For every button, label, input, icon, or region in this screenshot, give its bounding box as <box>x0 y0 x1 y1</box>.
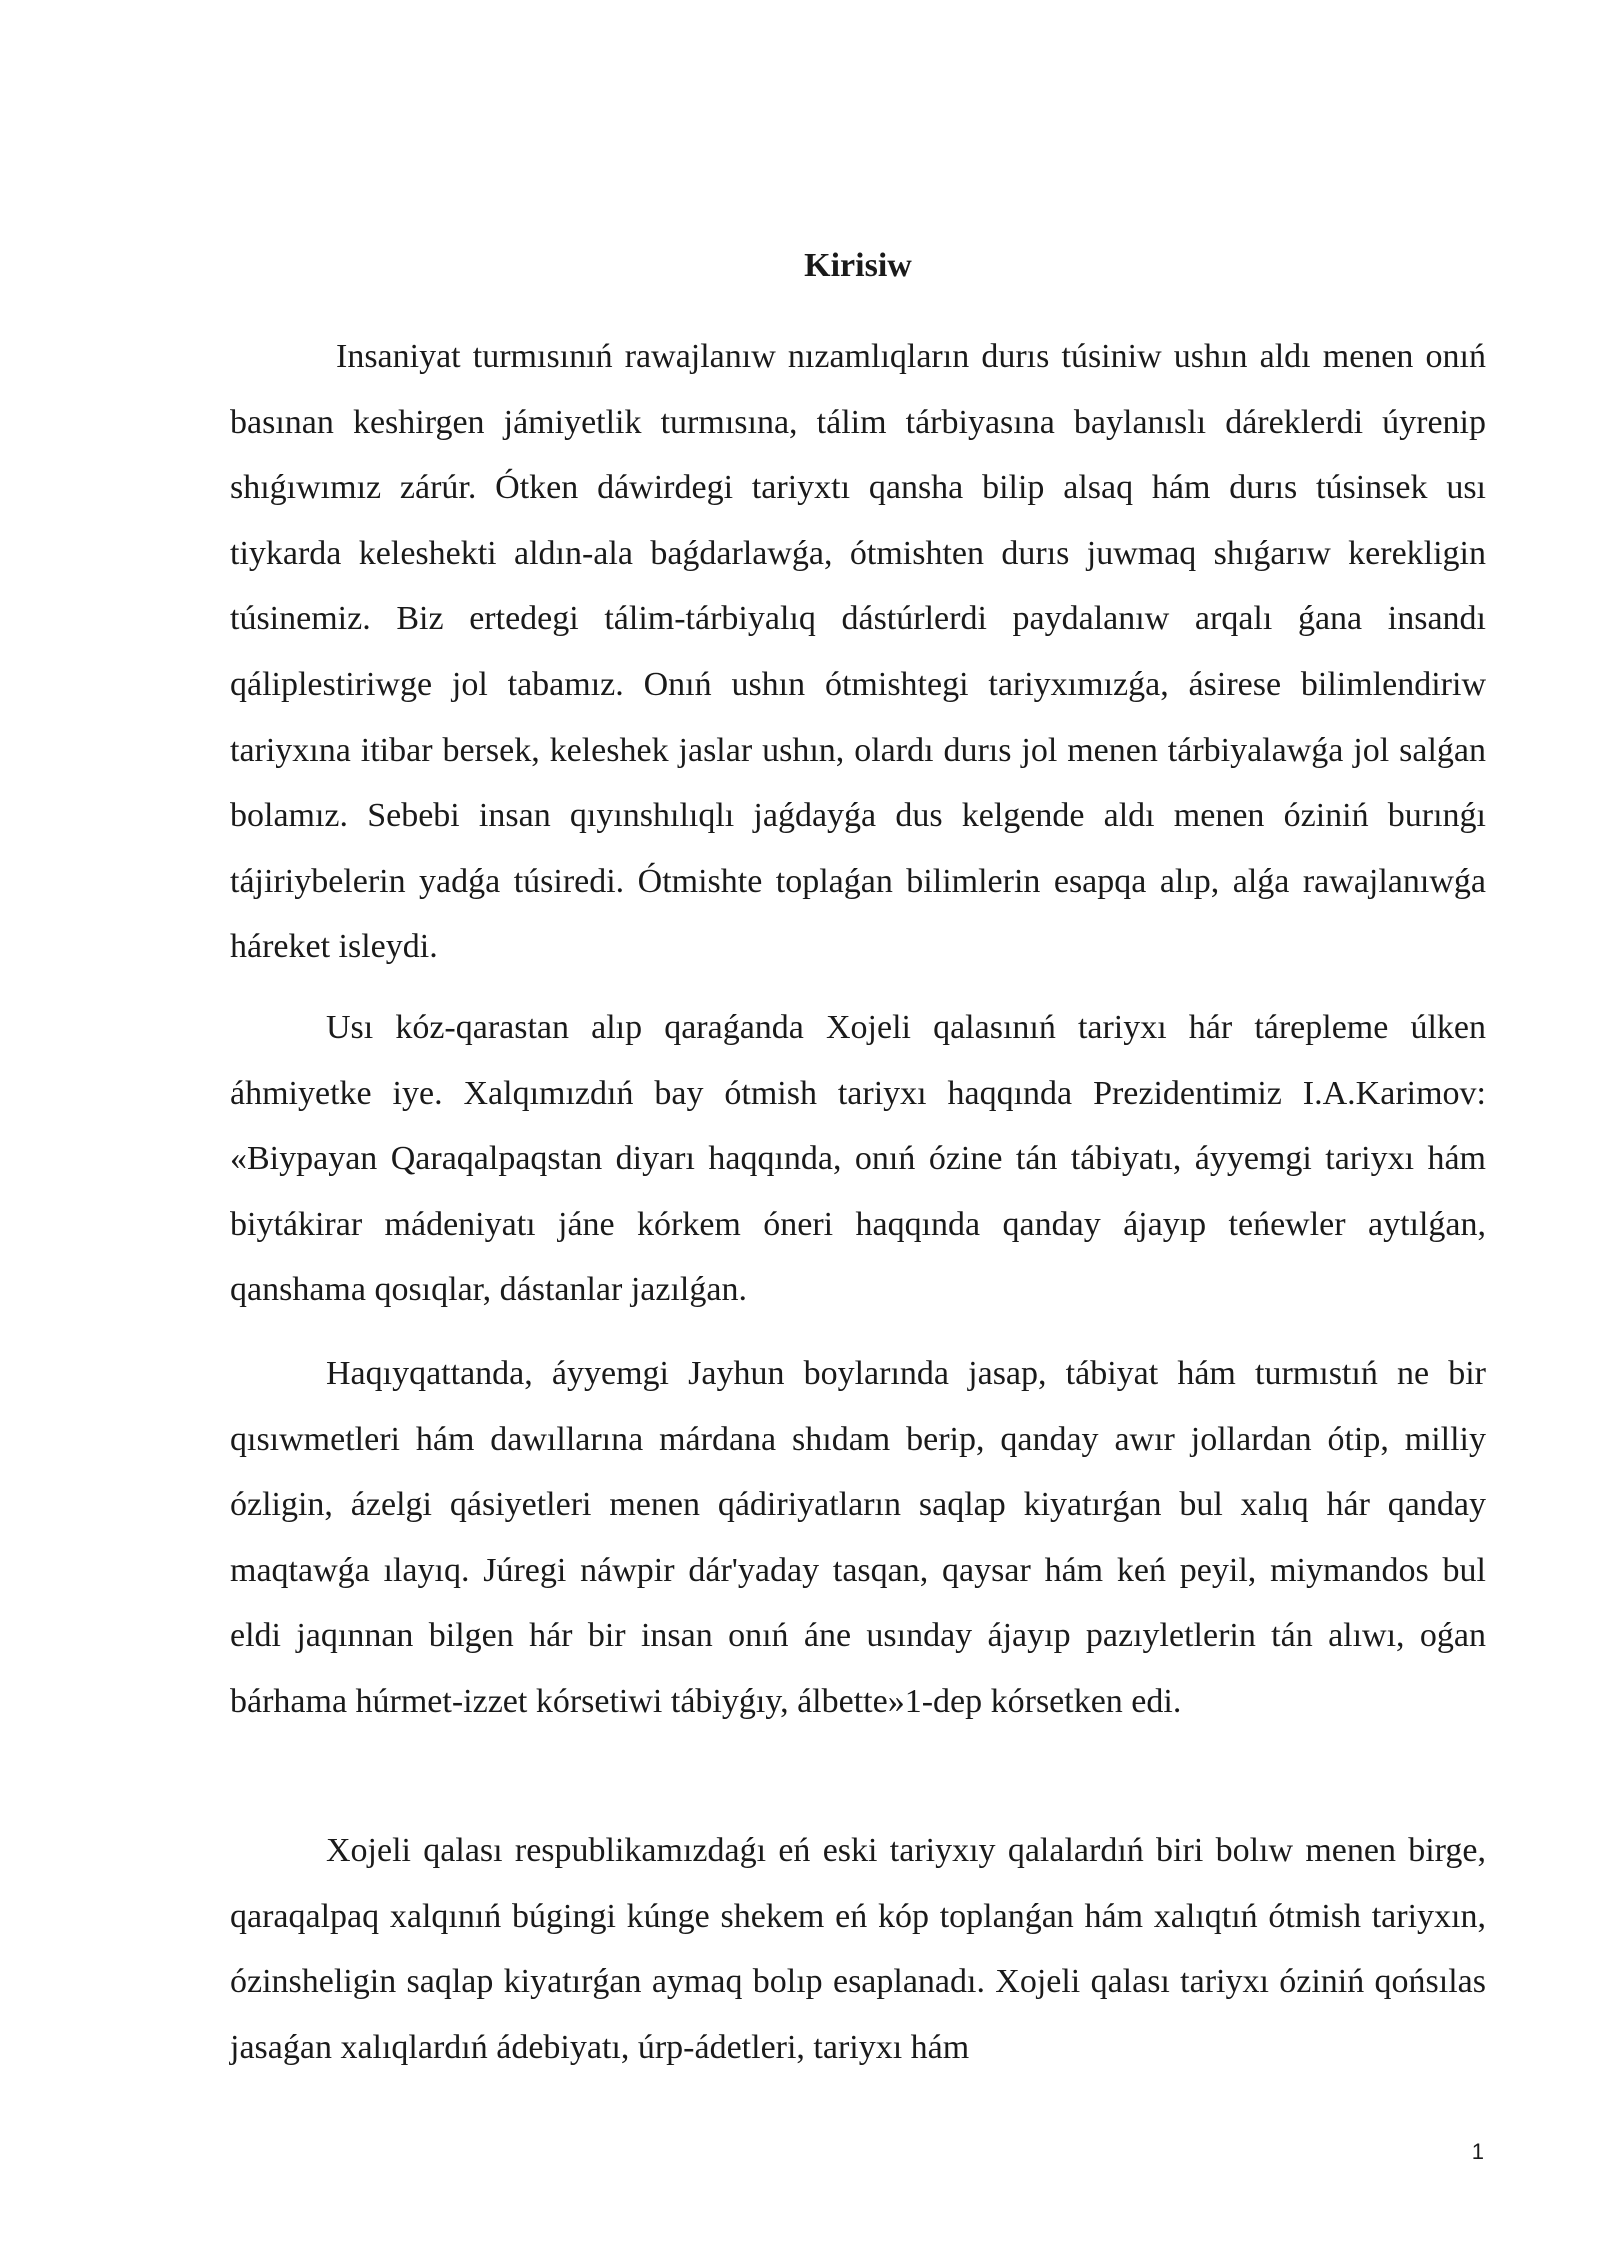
paragraph-text: Xojeli qalası respublikamızdaǵı eń eski tariyxıy qalalardıń biri bolıw menen birge, qaraqalpaq xalqınıń búgingi kúnge shekem eń kóp toplanǵan hám xalıqtıń ótmish tariyxın, ózinsheligin saqlap kiyatırǵan aymaq bolıp esaplanadı. Xojeli qalası tariyxı óziniń qońsılas jasaǵan xalıqlardıń ádebiyatı, úrp-ádetleri, tariyxı hám <box>230 1832 1486 2066</box>
body-paragraph-2 <box>230 995 1486 1323</box>
body-paragraph-1 <box>230 324 1486 980</box>
page-title: Kirisiw <box>804 247 912 284</box>
paragraph-text: Insaniyat turmısınıń rawajlanıw nızamlıqların durıs túsiniw ushın aldı menen onıń basınan keshirgen jámiyetlik turmısına, tálim tárbiyasına baylanıslı dáreklerdi úyrenip shıǵıwımız zárúr. Ótken dáwirdegi tariyxtı qansha bilip alsaq hám durıs túsinsek usı tiykarda keleshekti aldın-ala baǵdarlawǵa, ótmishten durıs juwmaq shıǵarıw kerekligin túsinemiz. Biz ertedegi tálim-tárbiyalıq dástúrlerdi paydalanıw arqalı ǵana insandı qáliplestiriwge jol tabamız. Onıń ushın ótmishtegi tariyxımızǵa, ásirese bilimlendiriw tariyxına itibar bersek, keleshek jaslar ushın, olardı durıs jol menen tárbiyalawǵa jol salǵan bolamız. Sebebi insan qıyınshılıqlı jaǵdayǵa dus kelgende aldı menen óziniń burınǵı tájiriybelerin yadǵa túsiredi. Ótmishte toplaǵan bilimlerin esapqa alıp, alǵa rawajlanıwǵa háreket isleydi. <box>230 338 1486 966</box>
body-paragraph-4 <box>230 1818 1486 2080</box>
paragraph-text: Haqıyqattanda, áyyemgi Jayhun boylarında jasap, tábiyat hám turmıstıń ne bir qısıwmetleri hám dawıllarına márdana shıdam berip, qanday awır jollardan ótip, milliy ózligin, ázelgi qásiyetleri menen qádiriyatların saqlap kiyatırǵan bul xalıq hár qanday maqtawǵa ılayıq. Júregi náwpir dár'yaday tasqan, qaysar hám keń peyil, miymandos bul eldi jaqınnan bilgen hár bir insan onıń áne usınday ájayıp pazıyletlerin tán alıwı, oǵan bárhama húrmet-izzet kórsetiwi tábiyǵıy, álbette»1-dep kórsetken edi. <box>230 1355 1486 1720</box>
body-paragraph-3 <box>230 1341 1486 1735</box>
page-number: 1 <box>1471 2139 1484 2164</box>
paragraph-text: Usı kóz-qarastan alıp qaraǵanda Xojeli qalasınıń tariyxı hár tárepleme úlken áhmiyetke iye. Xalqımızdıń bay ótmish tariyxı haqqında Prezidentimiz I.A.Karimov: «Biypayan Qaraqalpaqstan diyarı haqqında, onıń ózine tán tábiyatı, áyyemgi tariyxı hám biytákirar mádeniyatı jáne kórkem óneri haqqında qanday ájayıp teńewler aytılǵan, qanshama qosıqlar, dástanlar jazılǵan. <box>230 1009 1486 1309</box>
